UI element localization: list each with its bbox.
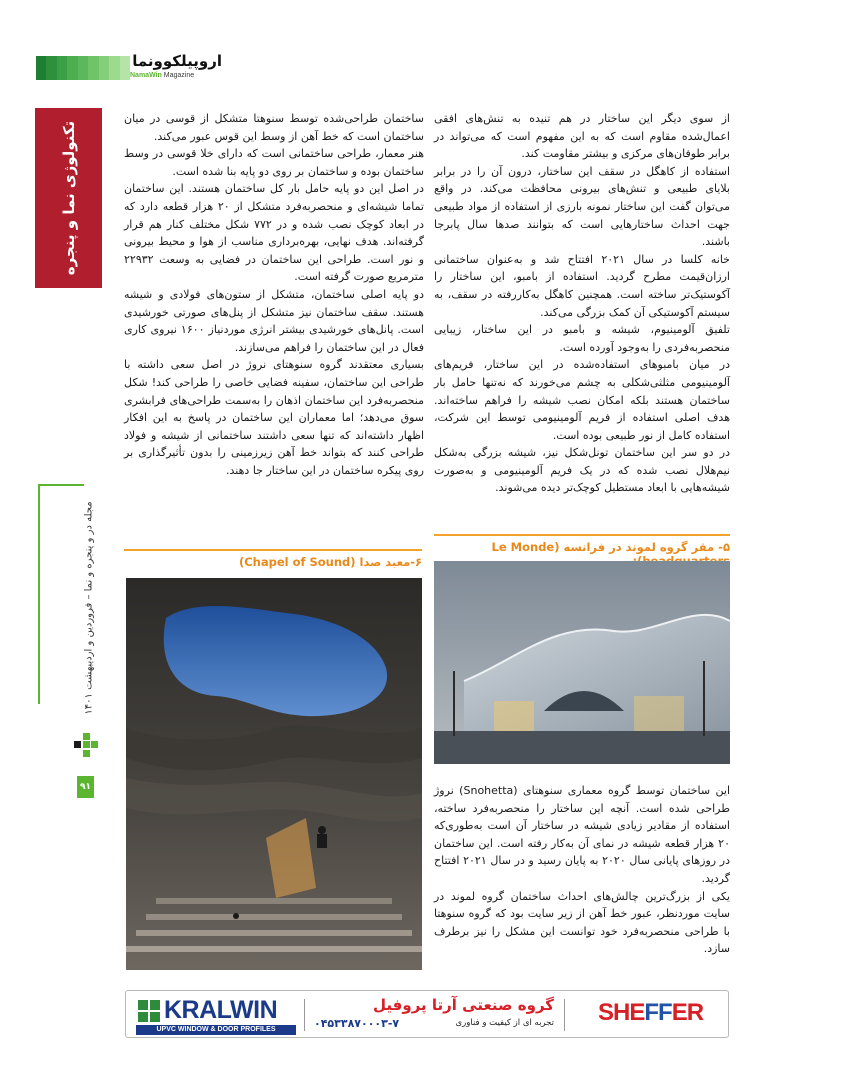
le-monde-heading: ۵- مقر گروه لموند در فرانسه (Le Monde [434,534,730,556]
advertisement-banner[interactable] [125,990,729,1038]
paragraph: در اصل این دو پایه حامل بار کل ساختمان هستند. این ساختمان تماما شیشه‌ای و منحصربه‌فرد متشکل از ۲۰ هزار قطعه دارد که در ابعاد کوچک نصب شده و در ۷۷۲ شکل مختلف کنار هم قرار گرفته‌اند. هدف نهایی، بهره‌برداری مناسب از هوا و محیط بیرونی و نور است. طراحی این ساختمان در فضایی به وسعت ۲۲۹۳۲ مترمربع صورت گرفته است. [124,182,425,284]
page-number: ۹۱ [77,776,94,798]
paragraph: دو پایه اصلی ساختمان، متشکل از ستون‌های فولادی و شیشه هستند. سقف ساختمان نیز متشکل از پنل‌های صورتی خورشیدی است. پانل‌های خورشیدی بیشتر انرژی موردنیاز ۱۶۰۰ نیروی کاری فعال در این ساختمان را فراهم می‌سازند. [124,287,424,354]
kralwin-logo[interactable] [136,996,296,1036]
paragraph: استفاده از کاهگل در سقف این ساختار، درون آن را در برابر بلایای طبیعی و تنش‌های بیرونی محافظت می‌کند. در واقع می‌توان گفت این ساختار نمونه بارزی از استفاده از مواد طبیعی جهت احداث ساختارهایی است که بتوانند صدها سال پابرجا باشند. [434,164,730,249]
magazine-issue-info: مجله در و پنجره و نما – فروردین و اردیبهشت ۱۴۰۱ [83,501,95,715]
chapel-of-sound-photo [126,578,422,970]
sheffer-brand: SHEFFER [598,999,704,1026]
company-tagline: تجربه ای از کیفیت و فناوری [455,1018,554,1028]
paragraph: خانه کلسا در سال ۲۰۲۱ افتتاح شد و به‌عنوان ساختمانی ارزان‌قیمت مطرح گردید. استفاده از بامبو، این ساختار را آکوستیک‌تر ساخته است. همچنین کاهگل به‌کاررفته در سقف، به سیستم آکوستیکی آن کمک بزرگی می‌کند. [434,252,730,319]
paragraph: در میان بامبوهای استفاده‌شده در این ساختار، فریم‌های آلومینیومی مثلثی‌شکلی به چشم می‌خورند که نه‌تنها حامل بار ساختمان هستند بلکه امکان نصب شیشه را فراهم ساخته‌اند. هدف اصلی استفاده از فریم آلومینیومی توسط این شرکت، استفاده کامل از نور طبیعی بوده است. [434,358,730,442]
ad-divider [564,999,565,1031]
company-name: گروه صنعتی آرتا پروفیل [373,996,554,1014]
kralwin-brand: KRALWIN [164,996,278,1024]
paragraph: در دو سر این ساختمان تونل‌شکل نیز، شیشه بزرگی به‌شکل نیم‌هلال نصب شده که در یک فریم آلومینیومی و به‌صورت شیشه‌هایی با ابعاد مستطیل کوچک‌تر دیده می‌شوند. [434,446,730,495]
section-tab [35,108,102,288]
paragraph: هنر معمار، طراحی ساختمانی است که دارای خلا قوسی در وسط ساختمان بوده و ساختمان بر روی دو پایه بنا شده است. [124,147,424,178]
paragraph: یکی از بزرگ‌ترین چالش‌های احداث ساختمان گروه لموند در سایت موردنظر، عبور خط آهن از زیر سایت بود که گروه سنوهتا با طراحی منحصربه‌فرد خود توانست این مشکل را نیز برطرف سازد. [434,889,730,956]
side-vertical-rule [38,484,40,704]
logo-title: اروپیلکوونما [132,52,222,70]
window-grid-icon [74,733,98,757]
side-rule [38,484,84,486]
paragraph: تلفیق آلومینیوم، شیشه و بامبو در این ساختار، زیبایی منحصربه‌فردی را به‌وجود آورده است. [434,323,730,354]
company-phone[interactable]: ۰۴۵۳۳۸۷۰۰۰۳-۷ [314,1017,400,1030]
ad-divider [304,999,305,1031]
header-green-strip [36,56,130,80]
text-column-right [434,110,730,497]
sheffer-logo[interactable] [598,999,704,1031]
text-column-right-bottom [434,782,730,958]
arta-profile-info[interactable] [314,995,554,1035]
kralwin-window-icon [138,1000,160,1022]
paragraph: از سوی دیگر این ساختار در هم تنیده به تنش‌های افقی اعمال‌شده مقاوم است که به این مفهوم است که می‌تواند در برابر طوفان‌های مرکزی و بیشتر مقاومت کند. [434,112,730,161]
section-tab-label: تکنولوژی نما و پنجره [59,120,78,276]
chapel-of-sound-heading: ۶-معبد صدا (Chapel of Sound) [124,549,422,571]
logo-subtitle: NamaWin Magazine [130,72,195,79]
paragraph: ساختمان طراحی‌شده توسط سنوهتا متشکل از قوسی در میان ساختمان است که خط آهن از وسط این قوس عبور می‌کند. [124,112,424,143]
text-column-left [124,110,424,479]
le-monde-headquarters-photo [434,561,730,764]
paragraph: بسیاری معتقدند گروه سنوهتای نروژ در اصل سعی داشته با طراحی این ساختمان، سفینه فضایی خاصی را طراحی کند! شکل منحصربه‌فرد این ساختمان اذهان را به‌سمت طراحی‌های فرابشری سوق می‌دهد؛ اما معماران این ساختمان در پاسخ به این افکار اظهار داشته‌اند که تنها سعی داشتند ساختمانی از شیشه و فولاد طراحی کنند که بتواند خط آهن زیرزمینی را بدون تأثیرگذاری بر روی پیکره ساختمان در این ساختار جا دهند. [124,358,424,477]
kralwin-subtitle: UPVC WINDOW & DOOR PROFILES [136,1025,296,1035]
paragraph: این ساختمان توسط گروه معماری سنوهتای (Snohetta) نروژ طراحی شده است. آنچه این ساختار را منحصربه‌فرد ساخته، استفاده از مقادیر زیادی شیشه در ساختار آن است به‌طوری‌که ۲۰ هزار قطعه شیشه در نمای آن به‌کار رفته است. این ساختمان در روزهای پایانی سال ۲۰۲۰ به پایان رسید و در سال ۲۰۲۱ افتتاح گردید. [434,784,731,885]
magazine-logo[interactable] [128,52,228,82]
